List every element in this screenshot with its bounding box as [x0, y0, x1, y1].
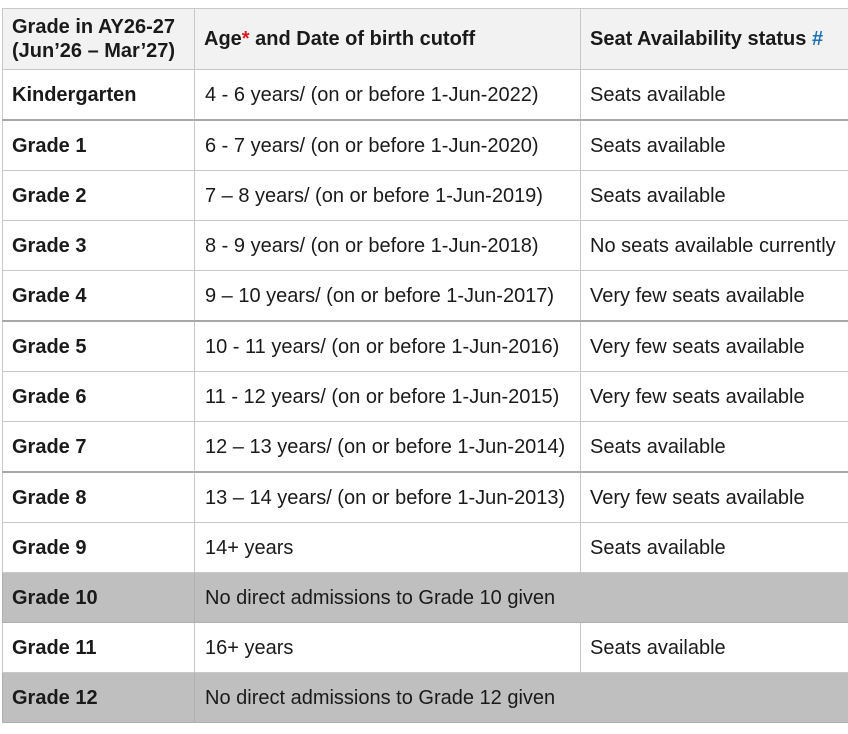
- grade-cell: Grade 12: [3, 673, 195, 723]
- age-cell: 12 – 13 years/ (on or before 1-Jun-2014): [195, 422, 581, 473]
- age-cell: 7 – 8 years/ (on or before 1-Jun-2019): [195, 171, 581, 221]
- table-row: [3, 171, 848, 221]
- header-seat-status: [581, 9, 848, 70]
- status-cell: Very few seats available: [581, 372, 848, 422]
- table-row: [3, 372, 848, 422]
- status-cell: Very few seats available: [581, 472, 848, 523]
- admission-note-cell: No direct admissions to Grade 12 given: [195, 673, 848, 723]
- grade-cell: Grade 2: [3, 171, 195, 221]
- age-cell: 8 - 9 years/ (on or before 1-Jun-2018): [195, 221, 581, 271]
- table-row-no-admission: [3, 573, 848, 623]
- table-row: [3, 321, 848, 372]
- table-header-row: [3, 9, 848, 70]
- age-cell: 11 - 12 years/ (on or before 1-Jun-2015): [195, 372, 581, 422]
- status-cell: Seats available: [581, 422, 848, 473]
- status-cell: Very few seats available: [581, 271, 848, 322]
- age-cell: 14+ years: [195, 523, 581, 573]
- admissions-table: [2, 8, 848, 723]
- grade-cell: Grade 7: [3, 422, 195, 473]
- status-cell: Seats available: [581, 171, 848, 221]
- asterisk-mark: *: [241, 28, 250, 50]
- grade-cell: Grade 6: [3, 372, 195, 422]
- table-row: [3, 221, 848, 271]
- table-row-no-admission: [3, 673, 848, 723]
- header-grade: Grade in AY26-27 (Jun’26 – Mar’27): [3, 9, 195, 70]
- age-cell: 4 - 6 years/ (on or before 1-Jun-2022): [195, 70, 581, 121]
- admissions-table-container: [2, 8, 848, 723]
- grade-cell: Grade 1: [3, 120, 195, 171]
- age-cell: 10 - 11 years/ (on or before 1-Jun-2016): [195, 321, 581, 372]
- table-row: [3, 70, 848, 121]
- header-age-dob: [195, 9, 581, 70]
- age-cell: 9 – 10 years/ (on or before 1-Jun-2017): [195, 271, 581, 322]
- table-row: [3, 422, 848, 473]
- table-row: [3, 120, 848, 171]
- header-dob-label: and Date of birth cutoff: [249, 28, 476, 50]
- age-cell: 6 - 7 years/ (on or before 1-Jun-2020): [195, 120, 581, 171]
- table-row: [3, 623, 848, 673]
- status-cell: No seats available currently: [581, 221, 848, 271]
- grade-cell: Grade 3: [3, 221, 195, 271]
- table-row: [3, 523, 848, 573]
- table-row: [3, 271, 848, 322]
- status-cell: Seats available: [581, 523, 848, 573]
- age-cell: 13 – 14 years/ (on or before 1-Jun-2013): [195, 472, 581, 523]
- grade-cell: Kindergarten: [3, 70, 195, 121]
- grade-cell: Grade 11: [3, 623, 195, 673]
- header-age-label: Age: [204, 28, 242, 50]
- status-cell: Seats available: [581, 70, 848, 121]
- hash-mark: #: [811, 28, 824, 50]
- grade-cell: Grade 8: [3, 472, 195, 523]
- status-cell: Very few seats available: [581, 321, 848, 372]
- age-cell: 16+ years: [195, 623, 581, 673]
- admission-note-cell: No direct admissions to Grade 10 given: [195, 573, 848, 623]
- header-seat-label: Seat Availability status: [590, 28, 812, 50]
- table-row: [3, 472, 848, 523]
- status-cell: Seats available: [581, 623, 848, 673]
- grade-cell: Grade 4: [3, 271, 195, 322]
- grade-cell: Grade 9: [3, 523, 195, 573]
- status-cell: Seats available: [581, 120, 848, 171]
- grade-cell: Grade 5: [3, 321, 195, 372]
- grade-cell: Grade 10: [3, 573, 195, 623]
